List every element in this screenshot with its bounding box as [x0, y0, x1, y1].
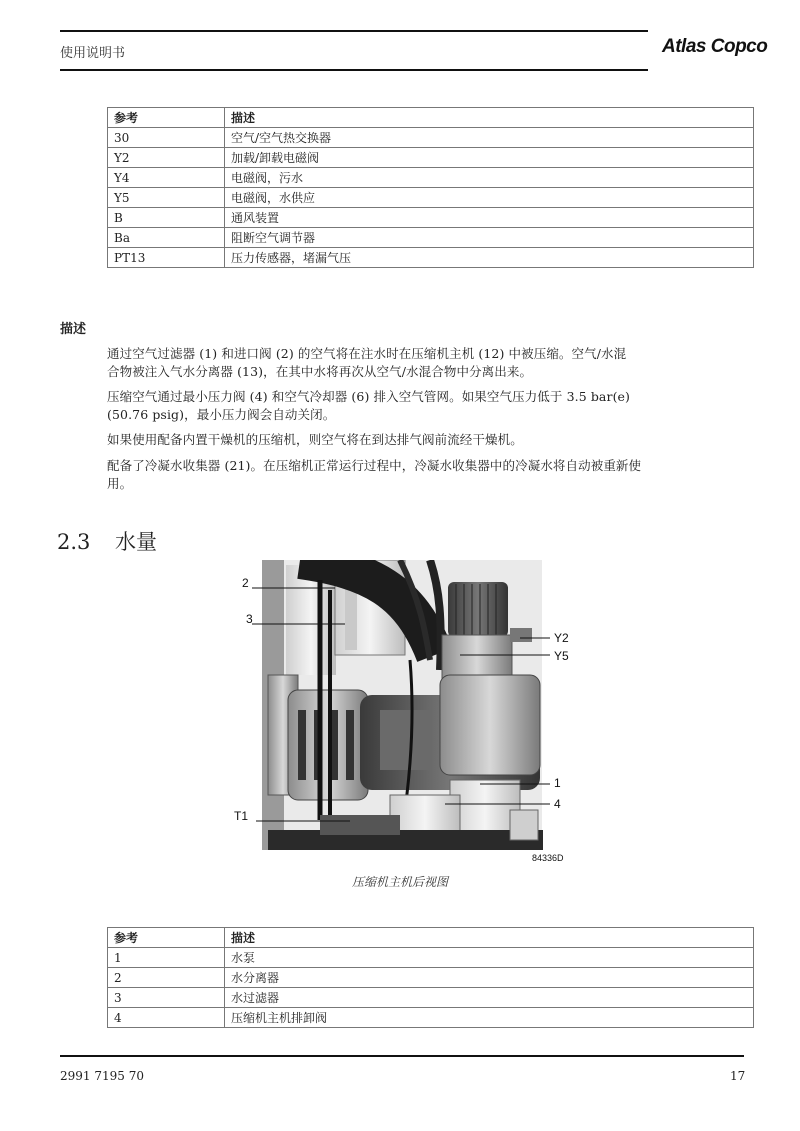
table-row: PT13 压力传感器，堵漏气压 — [108, 248, 754, 268]
table-row: 3 水过滤器 — [108, 988, 754, 1008]
callout-2: 2 — [242, 576, 249, 590]
header-rule-top — [60, 30, 648, 32]
header-rule-bottom — [60, 69, 648, 71]
column-header-description: 描述 — [225, 928, 754, 948]
reference-table-1 — [107, 107, 754, 268]
section-number: 2.3 — [57, 530, 91, 554]
callout-t1: T1 — [234, 809, 249, 823]
compressor-rear-view-figure — [220, 560, 600, 866]
table-row: 2 水分离器 — [108, 968, 754, 988]
description-paragraph-4: 配备了冷凝水收集器 (21)。在压缩机正常运行过程中，冷凝水收集器中的冷凝水将自动被重新使 用。 — [107, 458, 642, 491]
callout-y2: Y2 — [554, 631, 569, 645]
figure-caption: 压缩机主机后视图 — [351, 875, 448, 889]
reference-table-2 — [107, 927, 754, 1028]
callout-3: 3 — [246, 612, 253, 626]
section-heading — [57, 526, 157, 556]
table-header-row — [108, 928, 754, 948]
table-row: Y2 加载/卸载电磁阀 — [108, 148, 754, 168]
section-title: 水量 — [115, 530, 157, 554]
callout-y5: Y5 — [554, 649, 569, 663]
column-header-reference: 参考 — [108, 928, 225, 948]
table-header-row — [108, 108, 754, 128]
description-paragraph-2: 压缩空气通过最小压力阀 (4) 和空气冷却器 (6) 排入空气管网。如果空气压力低于 3.5 bar(e) (50.76 psig)，最小压力阀会自动关闭。 — [107, 389, 631, 422]
footer-rule — [60, 1055, 744, 1057]
table-row: B 通风装置 — [108, 208, 754, 228]
description-paragraph-1: 通过空气过滤器 (1) 和进口阀 (2) 的空气将在注水时在压缩机主机 (12) 中被压缩。空气/水混 合物被注入气水分离器 (13)，在其中水将再次从空气/水混合物中分离出来。 — [107, 346, 627, 379]
figure-code: 84336D — [532, 853, 564, 863]
table-row: 1 水泵 — [108, 948, 754, 968]
document-title: 使用说明书 — [60, 46, 126, 61]
callout-1: 1 — [554, 776, 561, 790]
page-number: 17 — [730, 1069, 746, 1083]
description-heading: 描述 — [60, 322, 87, 337]
table-row: 4 压缩机主机排卸阀 — [108, 1008, 754, 1028]
document-number: 2991 7195 70 — [60, 1069, 144, 1083]
atlas-copco-logo: Atlas Copco — [662, 36, 768, 57]
table-row: 30 空气/空气热交换器 — [108, 128, 754, 148]
callout-4: 4 — [554, 797, 561, 811]
table-row: Ba 阻断空气调节器 — [108, 228, 754, 248]
table-row: Y5 电磁阀，水供应 — [108, 188, 754, 208]
table-row: Y4 电磁阀，污水 — [108, 168, 754, 188]
description-paragraph-3: 如果使用配备内置干燥机的压缩机，则空气将在到达排气阀前流经干燥机。 — [107, 432, 523, 447]
column-header-reference: 参考 — [108, 108, 225, 128]
column-header-description: 描述 — [225, 108, 754, 128]
